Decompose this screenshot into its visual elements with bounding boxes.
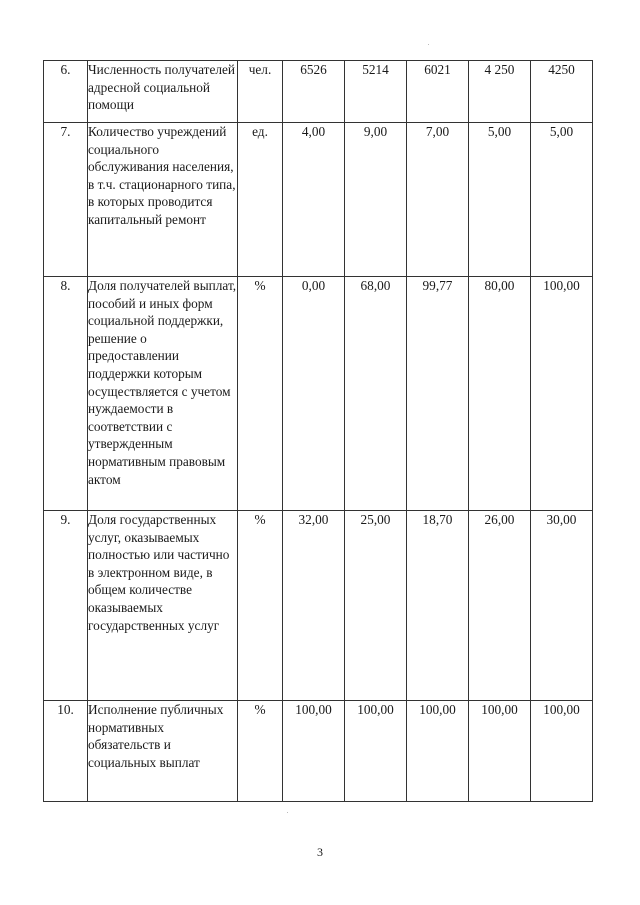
unit-cell: ед. [238, 123, 283, 277]
value-cell: 100,00 [407, 701, 469, 802]
value-cell: 100,00 [531, 701, 593, 802]
value-cell: 5214 [345, 61, 407, 123]
value-cell: 100,00 [531, 277, 593, 511]
value-cell: 0,00 [283, 277, 345, 511]
value-cell: 18,70 [407, 511, 469, 701]
page-number: 3 [317, 845, 323, 859]
table-row [44, 701, 593, 802]
value-cell: 6021 [407, 61, 469, 123]
value-cell: 5,00 [531, 123, 593, 277]
value-cell: 100,00 [469, 701, 531, 802]
unit-cell: чел. [238, 61, 283, 123]
value-cell: 25,00 [345, 511, 407, 701]
unit-cell: % [238, 701, 283, 802]
value-cell: 6526 [283, 61, 345, 123]
value-cell: 100,00 [345, 701, 407, 802]
table-row [44, 511, 593, 701]
value-cell: 32,00 [283, 511, 345, 701]
scan-speck [428, 44, 429, 45]
indicator-name: Количество учреждений социального обслуживания населения, в т.ч. стационарного типа, в которых проводится капитальный ремонт [88, 123, 238, 277]
value-cell: 4,00 [283, 123, 345, 277]
row-number: 9. [44, 511, 88, 701]
unit-cell: % [238, 511, 283, 701]
row-number: 6. [44, 61, 88, 123]
value-cell: 9,00 [345, 123, 407, 277]
row-number: 8. [44, 277, 88, 511]
scan-speck [287, 812, 288, 813]
value-cell: 68,00 [345, 277, 407, 511]
value-cell: 4 250 [469, 61, 531, 123]
value-cell: 30,00 [531, 511, 593, 701]
value-cell: 4250 [531, 61, 593, 123]
value-cell: 26,00 [469, 511, 531, 701]
indicator-name: Доля государственных услуг, оказываемых полностью или частично в электронном виде, в общем количестве оказываемых государственных услуг [88, 511, 238, 701]
row-number: 7. [44, 123, 88, 277]
indicator-name: Доля получателей выплат, пособий и иных форм социальной поддержки, решение о предоставлении поддержки которым осуществляется с учетом нуждаемости в соответствии с утвержденным нормативным правовым актом [88, 277, 238, 511]
value-cell: 7,00 [407, 123, 469, 277]
unit-cell: % [238, 277, 283, 511]
value-cell: 5,00 [469, 123, 531, 277]
value-cell: 80,00 [469, 277, 531, 511]
row-number: 10. [44, 701, 88, 802]
indicator-name: Исполнение публичных нормативных обязательств и социальных выплат [88, 701, 238, 802]
value-cell: 99,77 [407, 277, 469, 511]
table-row [44, 61, 593, 123]
indicators-table [43, 60, 593, 802]
indicator-name: Численность получателей адресной социальной помощи [88, 61, 238, 123]
table-row [44, 123, 593, 277]
value-cell: 100,00 [283, 701, 345, 802]
table-row [44, 277, 593, 511]
